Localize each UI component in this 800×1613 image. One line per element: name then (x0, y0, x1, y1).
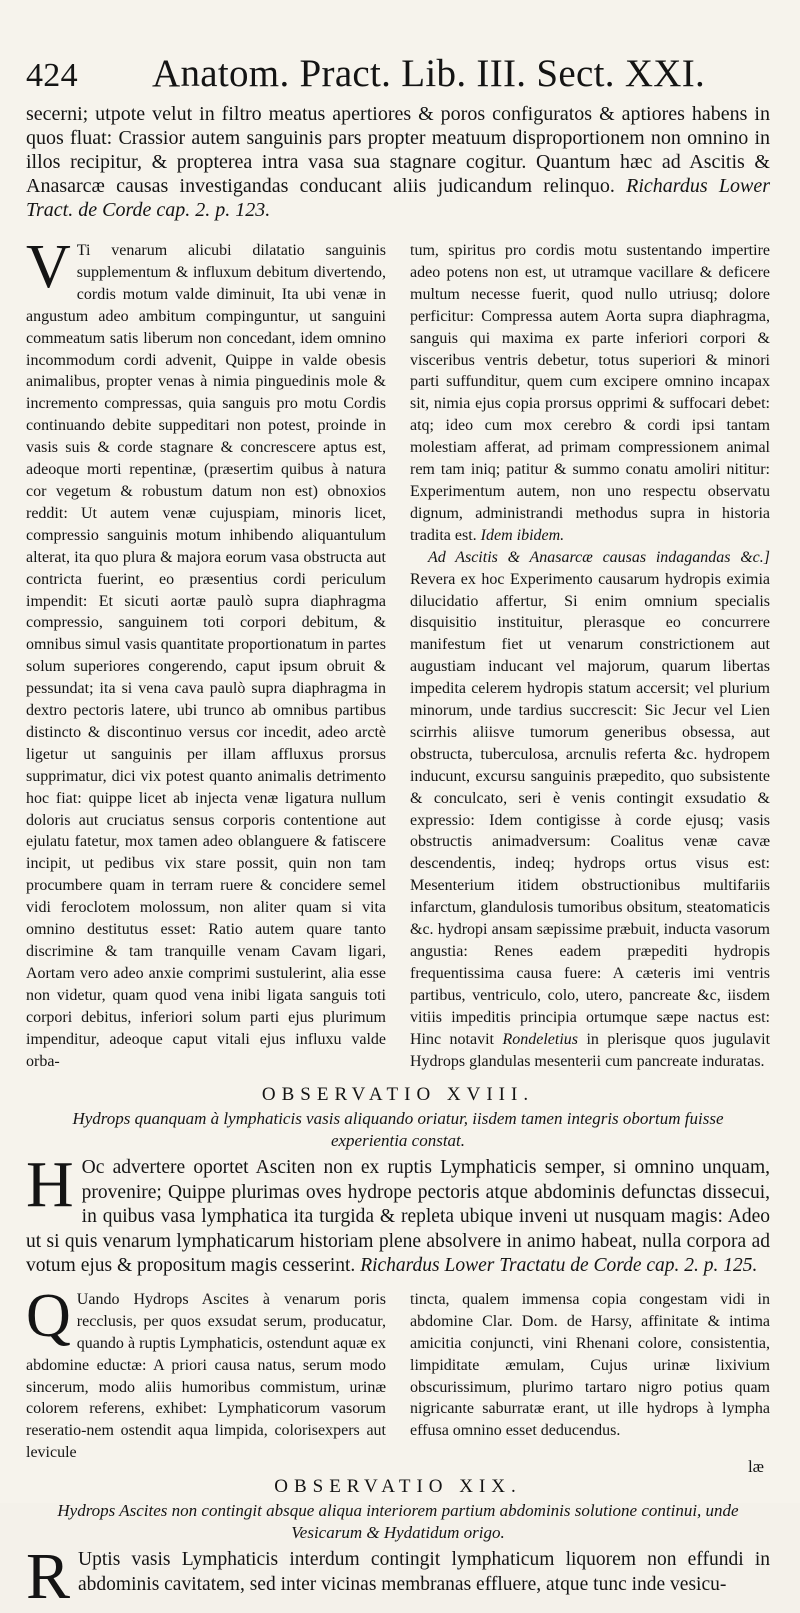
section2-right-text: tincta, qualem immensa copia congestam vidi in abdomine Clar. Dom. de Harsy, affinitate & intima amicitia conjuncti, vini Rhenani colore, consistentia, limpiditate æmulam, Cujus urinæ lixivium obscurissimum, plurimo tartaro nigro potius quam nigricante saburratæ erant, ut ille hydrops à lympha effusa omnino esset deducendus. (410, 1290, 770, 1440)
section2-dropcap: Q (26, 1281, 71, 1350)
observation-18-text: Oc advertere oportet Asciten non ex ruptis Lymphaticis semper, si omnino unquam, provenire; Quippe plurimas oves hydrope pectoris atque abdominis defunctas dissecui, in quibus vasa lymphatica ita turgida & repleta ubique inveni ut nusquam magis: Adeo ut si quis venarum lymphaticarum historiam plene absolvere in animo habeat, nulla corpora ad votum ejus & propositum magis cesserint. (26, 1157, 770, 1277)
page-number: 424 (26, 57, 78, 94)
section1-columns (26, 233, 771, 1072)
observation-19-dropcap: R (26, 1540, 71, 1613)
section2-left-column (26, 1281, 386, 1464)
observation-18-dropcap: H (26, 1148, 74, 1222)
observation-18-body (26, 1148, 770, 1279)
intro-paragraph (26, 102, 770, 222)
observation-19-title: OBSERVATIO XIX. (274, 1476, 522, 1498)
observation-19-body (26, 1540, 770, 1613)
catchword: læ (747, 1457, 764, 1476)
section1-lemma: Ad Ascitis & Anasarcæ causas indagandas &c.] (428, 548, 770, 566)
section1-right-source: Idem ibidem. (480, 526, 565, 544)
observation-18-source: Richardus Lower Tractatu de Corde cap. 2. p. 125. (360, 1255, 758, 1277)
observation-18-subtitle: Hydrops quanquam à lymphaticis vasis aliquando oriatur, iisdem tamen integris obortum fuisse experientia constat. (72, 1109, 724, 1151)
section1-left-text: Ti venarum alicubi dilatatio sanguinis supplementum & influxum debitum divertendo, cordis motum valde diminuit, Ita ubi venæ in angustum adeo ambitum compinguntur, ut sanguini commeatum satis liberum non concedant, idem omnino incommodum cordi advenit, Quippe in valde obesis animalibus, propter venas à nimia pinguedinis mole & incremento compressas, quia sanguis pro motu Cordis continuando debite suppeditari non potest, proinde in vasis suis & corde stagnare & concrescere aptus est, adeoque morti repentinæ, (præsertim quibus à natura cor vegetum & robustum datum non est) obnoxios reddit: Ut autem venæ cujuspiam, minoris licet, compressio sanguinis motum inhibendo aliquantulum alterat, ita quo plura & majora eorum vasa obstructa aut contricta fuerint, eo præsentius cordi periculum impendit: Et sicuti aortæ paulò supra diaphragma compressio, sanguinem toti corpori debitum, & omnibus simul vasis quantitate proportionatum in partes solum superiores congerendo, caput ipsum obruit & pessundat; ita si vena cava paulò supra diaphragma in dextro pectoris latere, ubi trunco ab omnibus partibus distincto & discontinuo versus cor incedit, adeo arctè ligetur ut sanguinis per illam affluxus prorsus supprimatur, dici vix potest quanto animalis detrimento hoc fiat: quippe licet ab injecta venæ ligatura nullum doloris aut cruciatus sensus corporis contentione aut ejulatu fatetur, mox tamen adeo oblanguere & fatiscere incipit, ut pedibus vix stare possit, quin non tam procumbere quam in terram ruere & concidere semel vidi feroclotem molossum, non aliter quam si vita omnino destitutus esset: Ratio autem quare tanto discrimine & tam tranquille venam Cavam ligari, Aortam vero adeo anxie comprimi sustulerint, alia esse non videtur, quam quod vena inibi ligata sanguis toti corpori debitus, inferiori solum parti ejus plurimum impenditur, adeoque caput vitali ejus influxu valde orba- (26, 242, 386, 1070)
intro-text: secerni; utpote velut in filtro meatus apertiores & poros configuratos & aptiores habens in quos fluat: Crassior autem sanguinis pars propter meatuum disproportionem non omnino in illos recipitur, & propterea intra vasa sua stagnare cogitur. Quantum hæc ad Ascitis & Anasarcæ causas investigandas conducant aliis judicandum relinquo. (26, 103, 770, 197)
section1-rondeletius: Rondeletius (502, 1030, 578, 1048)
observation-19-text: Uptis vasis Lymphaticis interdum contingit lymphaticum liquorem non effundi in abdominis cavitatem, sed inter vicinas membranas effluere, atque tunc inde vesicu- (78, 1549, 770, 1595)
observation-18-title: OBSERVATIO XVIII. (261, 1084, 535, 1106)
section1-right-text3: in plerisque quos jugulavit Hydrops glandulas mesenterii cum pancreate induratas. (410, 1030, 771, 1070)
running-head (26, 52, 770, 98)
intro-source: Richardus Lower Tract. de Corde cap. 2. p. 123. (26, 175, 770, 221)
section1-right-text: tum, spiritus pro cordis motu sustentando impertire adeo potens non est, ut utramque vacillare & deficere multum necesse fuerit, quod nullo utriusq; dolore perficitur: Compressa autem Aorta supra diaphragma, sanguis qui maxima ex parte inferiori corpori & visceribus ventris debetur, totus superiori & minori parti suffunditur, quem cum excipere omnino incapax sit, nimia ejus copia prorsus opprimi & suffocari debet: atq; ideo cum mox cerebro & cordi ipsi tantam molestiam afferat, ad primam compressionem animal rem tam iniq; patitur & summo conatu amoliri nititur: Experimentum autem, non uno respectu observatu dignum, administrandi methodus supra in historia tradita est. (410, 242, 770, 544)
section1-right-text2: Revera ex hoc Experimento causarum hydropis eximia dilucidatio affertur, Si enim omnium specialis disquisitio instituitur, plerasque eo concurrere manifestum fiet ut venarum constrictionem aut augustiam inducant vel majorum, quarum libertas impedita celerem hydropis statum accersit; vel plurium minorum, unde tardius succrescit: Sic Jecur vel Lien scirrhis aliisve tumorum generibus obsessa, aut obstructa, tuberculosa, arcnulis referta &c. hydropem inducunt, excursu sanguinis præpedito, quo subsistente & conculcato, seri è venis contingit exsudatio & expressio: Idem contigisse à corde ejusq; vasis obstructis animadversum: Coalitus venæ cavæ descendentis, indeq; hydrops ortus visus est: Mesenterium itidem obstructionibus multifariis infarctum, glandulosis tumoribus obsitum, steatomaticis &c. hydropi ansam sæpissime præbuit, inducta vasorum angustia: Renes eadem præpediti hydropis frequentissima causa fuere: A cæteris imi ventris partibus, ventriculo, colo, utero, pancreate &c, iisdem vitiis impeditis principia ortumque sæpe nactus est: Hinc notavit (410, 570, 770, 1048)
section1-left-column (26, 233, 386, 1072)
section1-right-column (410, 240, 770, 1072)
running-title: Anatom. Pract. Lib. III. Sect. XXI. (152, 52, 706, 95)
section2-columns (26, 1281, 770, 1464)
section2-right-column (410, 1289, 770, 1464)
section2-left-text: Uando Hydrops Ascites à venarum poris recclusis, per quos exsudat serum, producatur, quando à ruptis Lymphaticis, ostendunt aquæ ex abdomine eductæ: A priori causa natus, serum modo sincerum, modo aliis humoribus commistum, urinæ colorem referens, exhibet: Lymphaticorum vasorum reseratio-nem ostendit aqua limpida, colorisexpers aut levicule (26, 1290, 386, 1462)
observation-19-subtitle: Hydrops Ascites non contingit absque aliqua interiorem partium abdominis solutione continui, unde Vesicarum & Hydatidum origo. (57, 1501, 739, 1543)
section1-dropcap: V (26, 233, 71, 301)
